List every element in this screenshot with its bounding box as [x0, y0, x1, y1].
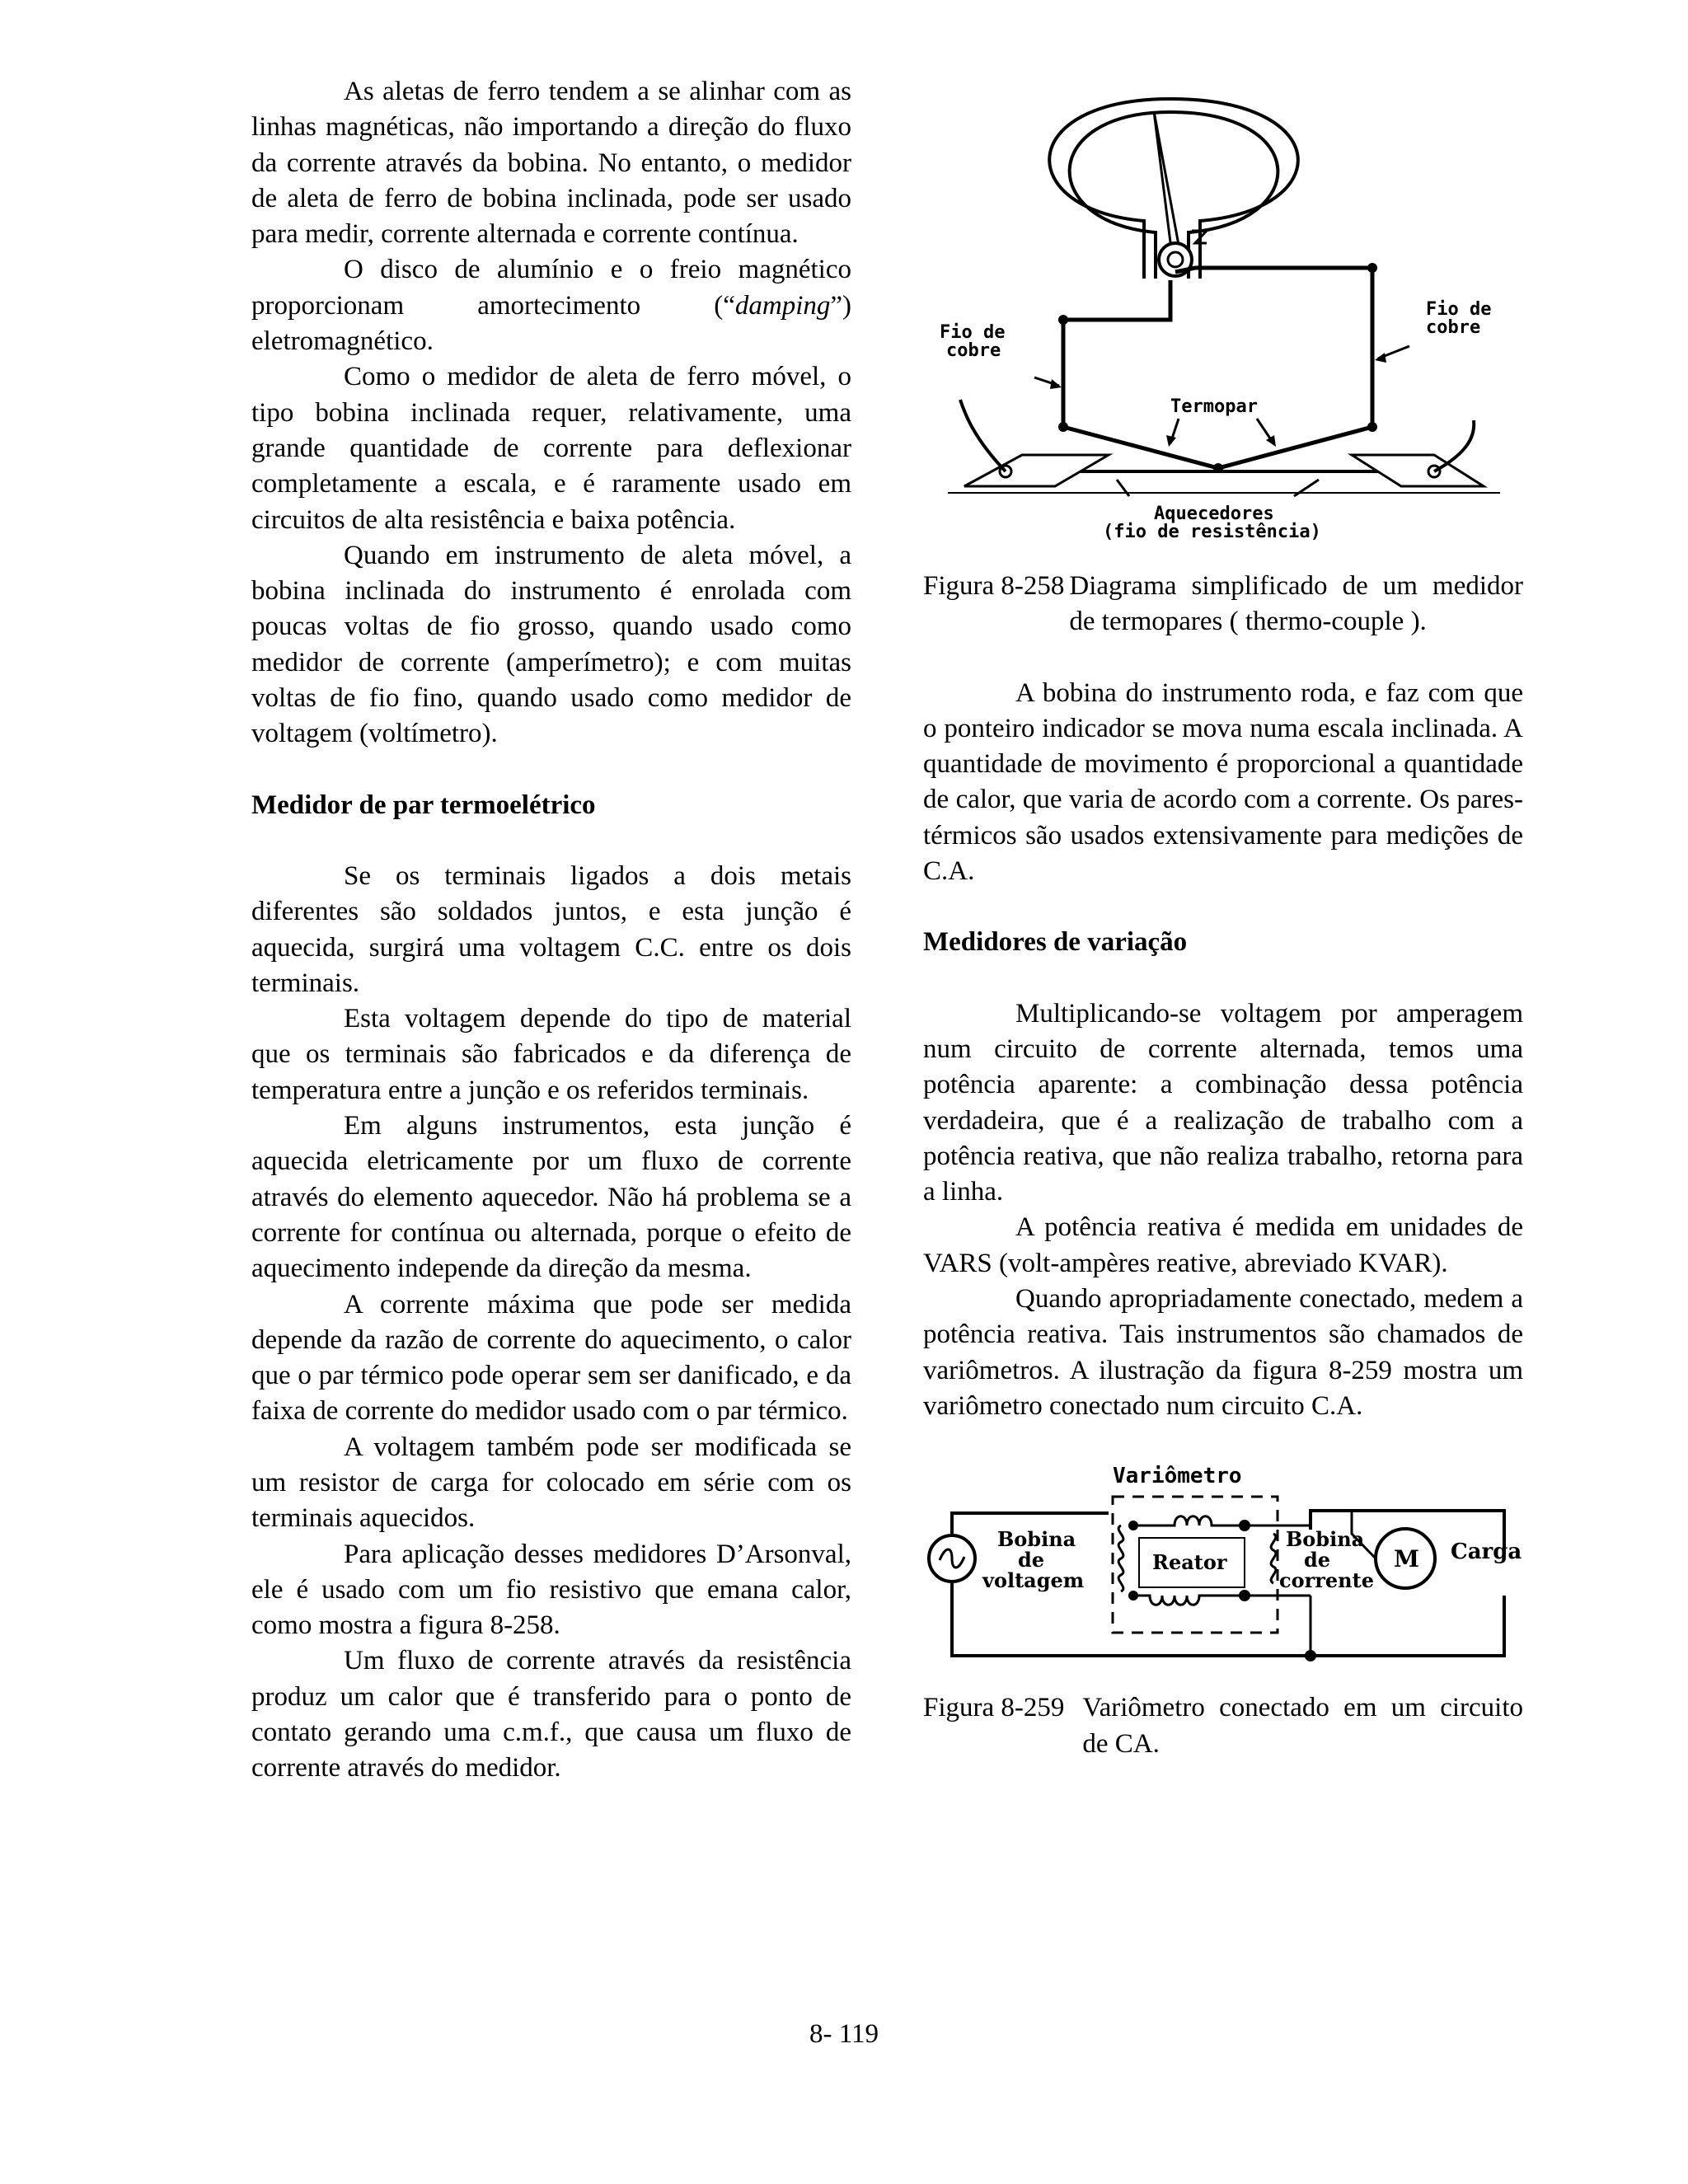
left-paragraph-2	[251, 252, 851, 359]
label-aquecedores: Aquecedores	[1154, 504, 1274, 524]
label-bobina-corrente-1: Bobina	[1286, 1527, 1365, 1552]
label-fio-cobre-left-2: cobre	[946, 340, 1001, 361]
left-paragraph-3: Como o medidor de aleta de ferro móvel, o tipo bobina inclinada requer, relativamente, uma grande quantidade de corrente para deflexionar completamente a escala, e é raramente usado em circuitos de alta resistência e baixa potência.	[251, 362, 851, 535]
left-paragraph-5: Se os terminais ligados a dois metais diferentes são soldados juntos, e esta junção é aquecida, surgirá uma voltagem C.C. entre os dois terminais.	[251, 860, 851, 998]
label-bobina-corrente-3: corrente	[1279, 1568, 1374, 1593]
figure-8-258-caption	[923, 569, 1523, 640]
reactor-bottom-inductor	[1129, 1596, 1245, 1605]
figure-8-258-thermocouple-diagram	[923, 74, 1523, 569]
label-termopar: Termopar	[1170, 396, 1258, 417]
right-paragraph-4: Quando apropriadamente conectado, medem a potência reativa. Tais instrumentos são chamados de variômetros. A ilustração da figura 8-259 mostra um variômetro conectado num circuito C.A.	[923, 1284, 1523, 1421]
label-fio-resistencia: (fio de resistência)	[1103, 522, 1321, 542]
pointer-needle	[1154, 111, 1180, 255]
figure-8-259-variometer-circuit	[923, 1460, 1523, 1674]
p2-post: ”) eletromagnético.	[251, 290, 851, 357]
left-paragraph-7: Em alguns instrumentos, esta junção é aquecida eletricamente por um fluxo de corrente através do elemento aquecedor. Não há problema se a corrente for contínua ou alternada, porque o efeito de aquecimento independe da direção da mesma.	[251, 1111, 851, 1284]
label-bobina-voltagem-1: Bobina	[997, 1527, 1076, 1552]
page-number: 8- 119	[809, 2019, 879, 2049]
label-fio-cobre-right-1: Fio de	[1426, 299, 1492, 320]
label-bobina-voltagem-3: voltagem	[982, 1568, 1085, 1593]
label-variometro: Variômetro	[1113, 1464, 1242, 1489]
right-column	[923, 74, 1523, 1762]
section-heading-variometers: Medidores de variação	[923, 927, 1188, 958]
copper-wire-left	[1063, 280, 1170, 427]
label-carga: Carga	[1451, 1540, 1522, 1565]
label-fio-cobre-right-2: cobre	[1426, 317, 1481, 338]
right-paragraph-1: A bobina do instrumento roda, e faz com que o ponteiro indicador se mova numa escala inclinada. A quantidade de movimento é proporcional a quantidade de calor, que varia de acordo com a corrente. Os pares-térmicos são usados extensivamente para medições de C.A.	[923, 677, 1523, 887]
left-paragraph-10: Para aplicação desses medidores D’Arsonval, ele é usado com um fio resistivo que emana calor, como mostra a figura 8-258.	[251, 1539, 851, 1641]
circuit-bottom	[952, 1583, 1504, 1656]
spacer	[923, 1424, 1523, 1460]
spacer	[923, 889, 1523, 925]
spacer	[923, 1674, 1523, 1690]
voltage-coil	[1118, 1526, 1123, 1591]
right-paragraph-2: Multiplicando-se voltagem por amperagem num circuito de corrente alternada, temos uma potência aparente: a combinação dessa potência verdadeira, que é a realização de trabalho com a potência reativa, que não realiza trabalho, retorna para a linha.	[923, 998, 1523, 1207]
figure-8-259-caption	[923, 1690, 1523, 1762]
label-reator: Reator	[1152, 1550, 1227, 1575]
label-bobina-voltagem-2: de	[1018, 1548, 1045, 1572]
label-motor: M	[1394, 1545, 1419, 1573]
left-paragraph-9: A voltagem também pode ser modificada se um resistor de carga for colocado em série com os terminais aquecidos.	[251, 1432, 851, 1534]
figure-8-259-text: Variômetro conectado em um circuito de CA.	[1082, 1693, 1523, 1759]
external-lead-left	[960, 400, 1006, 471]
thermocouple-junction	[1063, 427, 1372, 468]
left-paragraph-4: Quando em instrumento de aleta móvel, a bobina inclinada do instrumento é enrolada com poucas voltas de fio grosso, quando usado como medidor de corrente (amperímetro); e com muitas voltas de fio fino, quando usado como medidor de voltagem (voltímetro).	[251, 540, 851, 749]
p2-pre: O disco de alumínio e o freio magnético proporcionam amortecimento (“	[251, 255, 851, 321]
left-column	[251, 74, 851, 1787]
spacer	[923, 961, 1523, 996]
figure-8-259-number: Figura 8-259	[923, 1693, 1065, 1723]
left-paragraph-6: Esta voltagem depende do tipo de material que os terminais são fabricados e da diferença de temperatura entre a junção e os referidos terminais.	[251, 1004, 851, 1105]
pivot-inner	[1168, 252, 1183, 267]
section-heading-thermocouple: Medidor de par termoelétrico	[251, 790, 596, 820]
figure-8-258-number: Figura 8-258	[923, 571, 1065, 601]
reactor-top-inductor	[1129, 1516, 1245, 1526]
spacer	[251, 823, 851, 859]
left-paragraph-1: As aletas de ferro tendem a se alinhar com as linhas magnéticas, não importando a direção do fluxo da corrente através da bobina. No entanto, o medidor de aleta de ferro de bobina inclinada, pode ser usado para medir, corrente alternada e corrente contínua.	[251, 77, 851, 250]
spacer	[251, 752, 851, 788]
figure-8-258-text: Diagrama simplificado de um medidor de termopares ( thermo-couple ).	[1069, 571, 1523, 637]
right-paragraph-3: A potência reativa é medida em unidades de VARS (volt-ampères reative, abreviado KVAR).	[923, 1212, 1523, 1278]
left-paragraph-8: A corrente máxima que pode ser medida depende da razão de corrente do aquecimento, o calor que o par térmico pode operar sem ser danificado, e da faixa de corrente do medidor usado com o par térmico.	[251, 1289, 851, 1427]
label-fio-cobre-left-1: Fio de	[940, 322, 1006, 343]
label-bobina-corrente-2: de	[1304, 1548, 1331, 1572]
current-coil	[1271, 1534, 1276, 1583]
left-paragraph-11: Um fluxo de corrente através da resistência produz um calor que é transferido para o ponto de contato gerando uma c.m.f., que causa um fluxo de corrente através do medidor.	[251, 1646, 851, 1783]
damping-term: damping	[734, 290, 831, 321]
spacer	[923, 640, 1523, 676]
